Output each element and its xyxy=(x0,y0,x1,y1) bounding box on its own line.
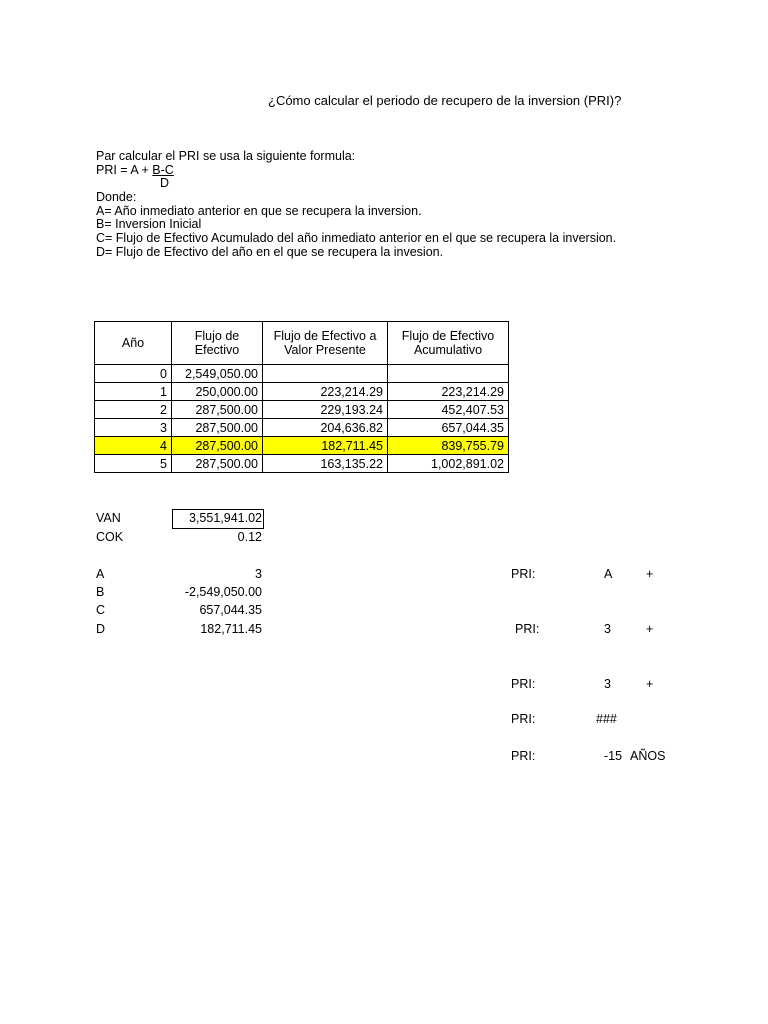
pri-unit: AÑOS xyxy=(630,749,666,763)
header-cumulative: Flujo de Efectivo Acumulativo xyxy=(388,322,509,365)
pri-term: 3 xyxy=(604,677,611,691)
table-row xyxy=(95,419,509,437)
a-value: 3 xyxy=(255,567,262,581)
formula-explanation xyxy=(96,150,616,260)
table-row-highlighted xyxy=(95,437,509,455)
pri-term: ### xyxy=(596,712,617,726)
definition-d: D= Flujo de Efectivo del año en el que se recupera la invesion. xyxy=(96,244,444,259)
c-value: 657,044.35 xyxy=(199,603,262,617)
cell-year: 2 xyxy=(95,401,172,419)
cell-cash-flow: 250,000.00 xyxy=(172,383,263,401)
pri-plus: + xyxy=(646,677,654,691)
pri-label: PRI: xyxy=(511,567,536,581)
cell-cash-flow: 287,500.00 xyxy=(172,419,263,437)
a-label: A xyxy=(96,567,105,581)
d-label: D xyxy=(96,622,106,636)
definition-c: C= Flujo de Efectivo Acumulado del año inmediato anterior en el que se recupera la inversion. xyxy=(96,231,617,246)
cell-cash-flow: 287,500.00 xyxy=(172,401,263,419)
cell-cash-flow: 2,549,050.00 xyxy=(172,365,263,383)
cok-label: COK xyxy=(96,530,124,544)
table-row xyxy=(95,383,509,401)
cell-cumulative: 223,214.29 xyxy=(388,383,509,401)
cell-cumulative: 1,002,891.02 xyxy=(388,455,509,473)
pri-label: PRI: xyxy=(511,677,536,691)
pri-term: A xyxy=(604,567,613,581)
cash-flow-table xyxy=(94,321,509,473)
header-year: Año xyxy=(95,322,172,365)
van-label: VAN xyxy=(96,511,121,525)
c-label: C xyxy=(96,603,106,617)
cell-year: 0 xyxy=(95,365,172,383)
cell-present-value xyxy=(263,365,388,383)
table-row xyxy=(95,401,509,419)
d-value: 182,711.45 xyxy=(200,622,262,636)
cell-present-value: 182,711.45 xyxy=(263,437,388,455)
pri-label: PRI: xyxy=(511,749,536,763)
cell-cumulative: 657,044.35 xyxy=(388,419,509,437)
pri-term: 3 xyxy=(604,622,611,636)
cell-year: 5 xyxy=(95,455,172,473)
cell-present-value: 229,193.24 xyxy=(263,401,388,419)
van-value: 3,551,941.02 xyxy=(189,511,262,525)
cell-cumulative: 452,407.53 xyxy=(388,401,509,419)
definition-b: B= Inversion Inicial xyxy=(96,217,202,232)
cok-value: 0.12 xyxy=(237,530,262,544)
b-value: -2,549,050.00 xyxy=(184,585,262,599)
cell-cumulative: 839,755.79 xyxy=(388,437,509,455)
cell-year: 3 xyxy=(95,419,172,437)
header-present-value: Flujo de Efectivo a Valor Presente xyxy=(263,322,388,365)
pri-plus: + xyxy=(646,622,654,636)
cell-present-value: 223,214.29 xyxy=(263,383,388,401)
pri-label: PRI: xyxy=(515,622,540,636)
b-label: B xyxy=(96,585,105,599)
table-row xyxy=(95,365,509,383)
table-header-row xyxy=(95,322,509,365)
cell-cash-flow: 287,500.00 xyxy=(172,437,263,455)
formula-numerator: B-C xyxy=(152,162,174,177)
donde-label: Donde: xyxy=(96,190,137,205)
cell-present-value: 163,135.22 xyxy=(263,455,388,473)
cell-cumulative xyxy=(388,365,509,383)
formula-denominator: D xyxy=(160,176,170,191)
pri-label: PRI: xyxy=(511,712,536,726)
cell-present-value: 204,636.82 xyxy=(263,419,388,437)
formula-prefix: PRI = A + xyxy=(96,162,153,177)
page-title: ¿Cómo calcular el periodo de recupero de la inversion (PRI)? xyxy=(268,93,622,108)
pri-plus: + xyxy=(646,567,654,581)
pri-result: -15 xyxy=(604,749,623,763)
cell-cash-flow: 287,500.00 xyxy=(172,455,263,473)
cell-year: 4 xyxy=(95,437,172,455)
intro-line: Par calcular el PRI se usa la siguiente formula: xyxy=(96,149,356,163)
definition-a: A= Año inmediato anterior en que se recupera la inversion. xyxy=(96,203,422,218)
table-row xyxy=(95,455,509,473)
formula-line xyxy=(96,164,616,178)
cell-year: 1 xyxy=(95,383,172,401)
header-cash-flow: Flujo de Efectivo xyxy=(172,322,263,365)
